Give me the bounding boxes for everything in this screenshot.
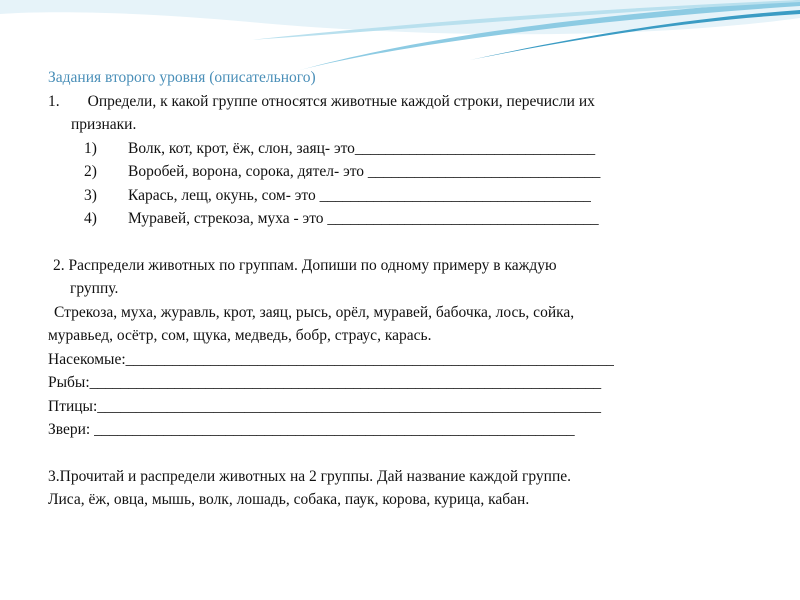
task2-title-line1: 2. Распредели животных по группам. Допиши по одному примеру в каждую [53,256,557,274]
item-number: 2) [84,163,97,180]
task2-title-line2: группу. [70,280,119,297]
task2-animals-line2: муравьед, осётр, сом, щука, медведь, бобр, страус, карась. [48,327,432,344]
task1-item-2 [48,160,788,184]
group-fish: Рыбы:__________________________________________________________________ [48,374,602,391]
task1-text-line2: признаки. [71,116,137,133]
task1-title [48,90,788,114]
item-text: Воробей, ворона, сорока, дятел- это ______________________________ [128,163,601,180]
decorative-wave-banner [0,0,800,70]
worksheet [48,66,788,512]
task1-text-line1: Определи, к какой группе относятся животные каждой строки, перечисли их [87,92,595,110]
task2-animals-line1: Стрекоза, муха, журавль, крот, заяц, рысь, орёл, муравей, бабочка, лось, сойка, [54,303,575,321]
item-number: 4) [84,210,97,227]
item-text: Муравей, стрекоза, муха - это ___________________________________ [128,210,599,227]
group-insects: Насекомые:_______________________________________________________________ [48,350,614,368]
task1-item-3 [48,184,788,208]
group-mammals: Звери: ______________________________________________________________ [48,421,575,438]
task1-item-1 [48,137,788,161]
task1-item-4 [48,207,788,231]
task3-title: 3.Прочитай и распредели животных на 2 группы. Дай название каждой группе. [48,467,571,485]
task3-animals: Лиса, ёж, овца, мышь, волк, лошадь, собака, паук, корова, курица, кабан. [48,491,530,508]
task1-number: 1. [48,92,60,110]
item-number: 1) [84,139,97,157]
item-number: 3) [84,186,97,204]
worksheet-heading: Задания второго уровня (описательного) [48,69,316,86]
group-birds: Птицы:_________________________________________________________________ [48,397,602,415]
item-text: Карась, лещ, окунь, сом- это ___________________________________ [128,186,591,204]
item-text: Волк, кот, крот, ёж, слон, заяц- это_______________________________ [128,139,596,157]
